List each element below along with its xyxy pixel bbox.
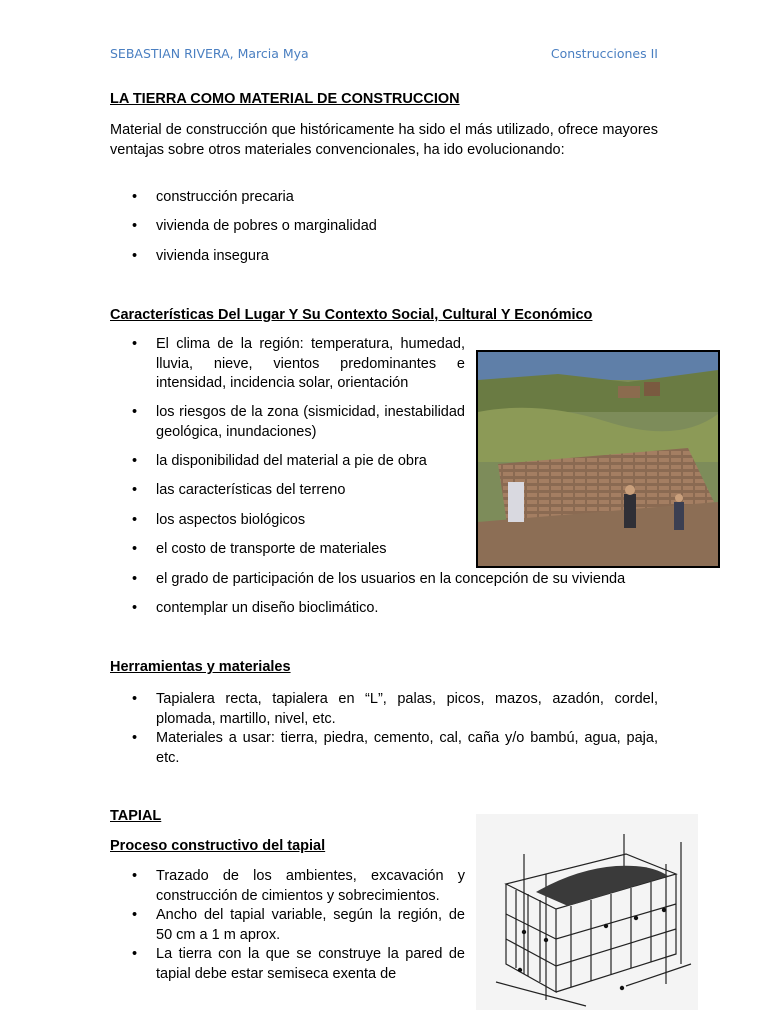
- list-item: • Materiales a usar: tierra, piedra, cemento, cal, caña y/o bambú, agua, paja, etc.: [110, 729, 658, 768]
- list-item: • el grado de participación de los usuarios en la concepción de su vivienda: [110, 570, 670, 590]
- section-title-tapial: TAPIAL: [110, 808, 162, 824]
- list-tierra: [110, 188, 658, 276]
- list-item: • Trazado de los ambientes, excavación y construcción de cimientos y sobrecimientos.: [110, 867, 465, 906]
- list-item: • El clima de la región: temperatura, humedad, lluvia, nieve, vientos predominantes e intensidad, incidencia solar, orientación: [110, 335, 465, 394]
- header-course: Construcciones II: [550, 46, 658, 61]
- list-caracteristicas-wide: [110, 570, 670, 629]
- list-herramientas: [110, 690, 658, 768]
- list-item: • contemplar un diseño bioclimático.: [110, 599, 670, 619]
- adobe-bricks-photo: [476, 350, 720, 568]
- section-title-herramientas: Herramientas y materiales: [110, 659, 291, 675]
- list-item: • Tapialera recta, tapialera en “L”, palas, picos, mazos, azadón, cordel, plomada, martillo, nivel, etc.: [110, 690, 658, 729]
- list-item: • las características del terreno: [110, 481, 465, 501]
- list-item: • los aspectos biológicos: [110, 511, 465, 531]
- list-item: • La tierra con la que se construye la pared de tapial debe estar semiseca exenta de: [110, 945, 465, 984]
- list-item: • el costo de transporte de materiales: [110, 540, 465, 560]
- list-item: • vivienda insegura: [110, 247, 658, 267]
- list-caracteristicas-narrow: [110, 335, 465, 569]
- list-item: • los riesgos de la zona (sismicidad, inestabilidad geológica, inundaciones): [110, 403, 465, 442]
- list-item: • la disponibilidad del material a pie de obra: [110, 452, 465, 472]
- list-item: • vivienda de pobres o marginalidad: [110, 217, 658, 237]
- section-title-tierra: LA TIERRA COMO MATERIAL DE CONSTRUCCION: [110, 91, 460, 107]
- header-author: SEBASTIAN RIVERA, Marcia Mya: [110, 46, 309, 61]
- section-title-caracteristicas: Características Del Lugar Y Su Contexto Social, Cultural Y Económico: [110, 307, 593, 323]
- list-proceso: [110, 867, 465, 984]
- drawing-image: [476, 814, 698, 1010]
- subsection-title-proceso: Proceso constructivo del tapial: [110, 838, 326, 854]
- tapial-formwork-drawing: [476, 814, 698, 1010]
- list-item: • construcción precaria: [110, 188, 658, 208]
- photo-image: [478, 352, 718, 566]
- intro-paragraph: Material de construcción que históricamente ha sido el más utilizado, ofrece mayores ventajas sobre otros materiales convencionales, ha ido evolucionando:: [110, 122, 658, 158]
- list-item: • Ancho del tapial variable, según la región, de 50 cm a 1 m aprox.: [110, 906, 465, 945]
